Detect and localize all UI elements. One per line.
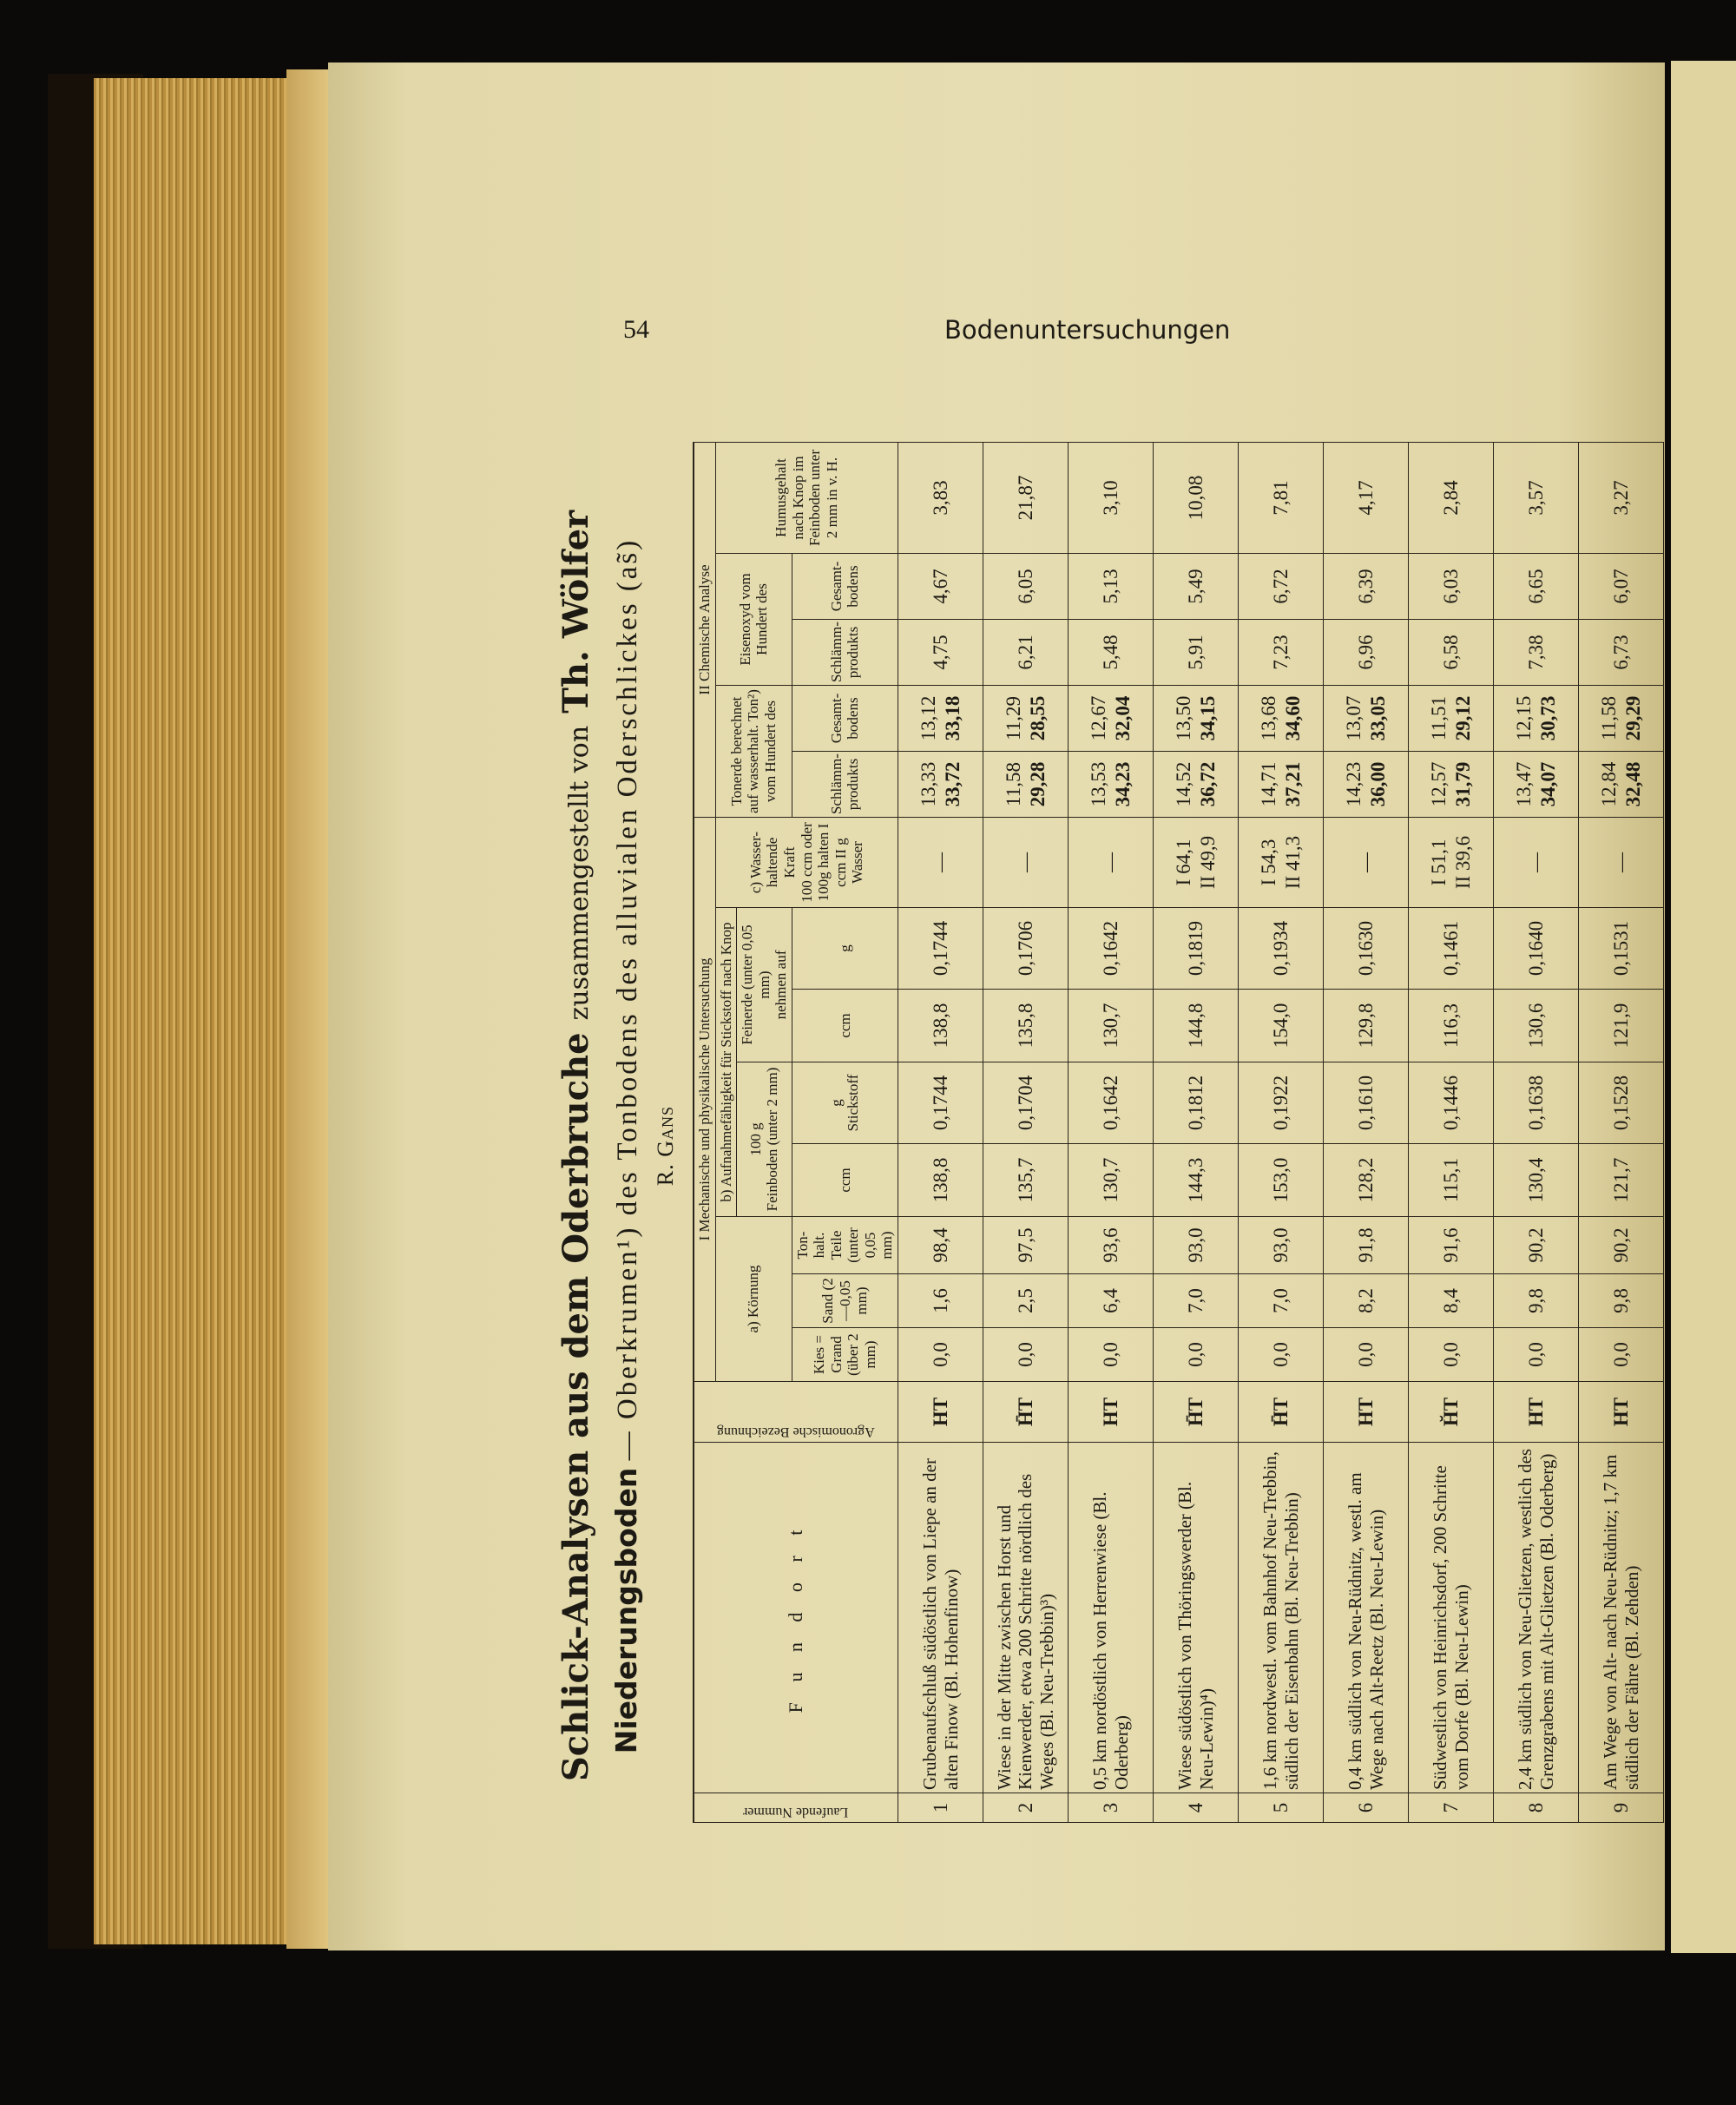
eisen-schlamm-cell: 6,58 bbox=[1409, 620, 1494, 686]
ton-cell: 98,4 bbox=[898, 1217, 983, 1274]
wasser-cell bbox=[898, 818, 983, 908]
agro-cell: H̄T bbox=[1239, 1382, 1324, 1443]
ton-cell: 97,5 bbox=[983, 1217, 1069, 1274]
feinerde-g-cell: 0,1461 bbox=[1409, 908, 1494, 990]
humus-cell: 3,27 bbox=[1579, 442, 1664, 553]
wasser-cell-top: — bbox=[1609, 852, 1632, 872]
tonerde-schlamm-cell bbox=[1409, 752, 1494, 818]
wasser-cell-top: — bbox=[1014, 852, 1036, 872]
sand-cell: 7,0 bbox=[1239, 1274, 1324, 1328]
head-feinboden: 100 g Feinboden (unter 2 mm) bbox=[737, 1062, 792, 1217]
kies-cell: 0,0 bbox=[1154, 1328, 1239, 1382]
tonerde-schlamm-cell-top: 14,23 bbox=[1342, 761, 1364, 807]
kies-cell: 0,0 bbox=[983, 1328, 1069, 1382]
sand-cell: 9,8 bbox=[1579, 1274, 1664, 1328]
eisen-schlamm-cell: 4,75 bbox=[898, 620, 983, 686]
feinerde-ccm-cell: 144,8 bbox=[1154, 990, 1239, 1062]
tonerde-schlamm-cell-bottom: 37,21 bbox=[1281, 761, 1304, 807]
tonerde-gesamt-cell-bottom: 33,05 bbox=[1366, 695, 1389, 741]
table-body bbox=[898, 442, 1664, 1822]
humus-cell: 3,83 bbox=[898, 442, 983, 553]
author-line: R. Gans bbox=[653, 1105, 678, 1187]
feinboden-ccm-cell: 135,7 bbox=[983, 1144, 1069, 1217]
agro-cell: HT bbox=[1069, 1382, 1154, 1443]
eisen-schlamm-cell: 6,73 bbox=[1579, 620, 1664, 686]
sand-cell: 1,6 bbox=[898, 1274, 983, 1328]
eisen-gesamt-cell: 6,72 bbox=[1239, 554, 1324, 620]
tonerde-schlamm-cell-top: 14,71 bbox=[1257, 761, 1279, 807]
feinboden-g-cell: 0,1704 bbox=[983, 1062, 1069, 1144]
wasser-cell bbox=[1494, 818, 1579, 908]
tonerde-schlamm-cell bbox=[1239, 752, 1324, 818]
feinboden-ccm-cell: 153,0 bbox=[1239, 1144, 1324, 1217]
kies-cell: 0,0 bbox=[1409, 1328, 1494, 1382]
wasser-cell-top: I 51,1 bbox=[1427, 839, 1450, 886]
tonerde-schlamm-cell-bottom: 31,79 bbox=[1451, 761, 1474, 807]
feinboden-ccm-cell: 128,2 bbox=[1324, 1144, 1409, 1217]
table-row bbox=[1154, 442, 1239, 1822]
tonerde-schlamm-cell-top: 13,33 bbox=[917, 761, 939, 807]
feinboden-ccm-cell: 130,4 bbox=[1494, 1144, 1579, 1217]
tonerde-schlamm-cell-bottom: 29,28 bbox=[1026, 761, 1049, 807]
tonerde-schlamm-cell-top: 13,47 bbox=[1512, 761, 1535, 807]
running-head: Bodenuntersuchungen bbox=[944, 315, 1231, 345]
sand-cell: 6,4 bbox=[1069, 1274, 1154, 1328]
feinerde-ccm-cell: 154,0 bbox=[1239, 990, 1324, 1062]
table-row bbox=[1324, 442, 1409, 1822]
head-eisenoxyd: Eisenoxyd vom Hundert des bbox=[715, 554, 792, 686]
fundort-cell: Am Wege von Alt- nach Neu-Rüdnitz; 1,7 km südlich der Fähre (Bl. Zehden) bbox=[1579, 1443, 1664, 1793]
feinboden-g-cell: 0,1812 bbox=[1154, 1062, 1239, 1144]
agro-cell: HT bbox=[1579, 1382, 1664, 1443]
row-number: 2 bbox=[983, 1793, 1069, 1823]
ton-cell: 93,0 bbox=[1239, 1217, 1324, 1274]
table-subtitle bbox=[609, 443, 644, 1849]
tonerde-gesamt-cell-bottom: 32,04 bbox=[1111, 695, 1134, 741]
title-bold: Schlick-Analysen aus dem Oderbruche bbox=[556, 1032, 596, 1782]
wasser-cell bbox=[1324, 818, 1409, 908]
tonerde-schlamm-cell-bottom: 34,23 bbox=[1111, 761, 1134, 807]
fundort-cell: Wiese in der Mitte zwischen Horst und Kienwerder, etwa 200 Schritte nördlich des Weges (Bl. Neu-Trebbin)³) bbox=[983, 1443, 1069, 1793]
table-row bbox=[1494, 442, 1579, 1822]
tonerde-schlamm-cell-bottom: 33,72 bbox=[941, 761, 963, 807]
fundort-cell: 1,6 km nordwestl. vom Bahnhof Neu-Trebbin, südlich der Eisenbahn (Bl. Neu-Trebbin) bbox=[1239, 1443, 1324, 1793]
head-tonerde: Tonerde berechnet auf wasserhalt. Ton²) vom Hundert des bbox=[715, 686, 792, 818]
tonerde-gesamt-cell bbox=[1069, 686, 1154, 752]
agro-cell: H̄T bbox=[1154, 1382, 1239, 1443]
feinerde-ccm-cell: 135,8 bbox=[983, 990, 1069, 1062]
tonerde-schlamm-cell-top: 13,53 bbox=[1087, 761, 1109, 807]
tonerde-schlamm-cell-bottom: 34,07 bbox=[1536, 761, 1559, 807]
tonerde-gesamt-cell bbox=[1154, 686, 1239, 752]
table-title bbox=[556, 443, 596, 1849]
wasser-cell-bottom: II 41,3 bbox=[1281, 835, 1304, 890]
kies-cell: 0,0 bbox=[1494, 1328, 1579, 1382]
sand-cell: 7,0 bbox=[1154, 1274, 1239, 1328]
head-eisen-schlamm: Schlämm-produkts bbox=[792, 620, 898, 686]
rotated-table-block bbox=[556, 443, 1644, 1849]
tonerde-gesamt-cell bbox=[983, 686, 1069, 752]
row-number: 4 bbox=[1154, 1793, 1239, 1823]
fundort-cell: 2,4 km südlich von Neu-Glietzen, westlich des Grenzgrabens mit Alt-Glietzen (Bl. Oderberg) bbox=[1494, 1443, 1579, 1793]
humus-cell: 3,57 bbox=[1494, 442, 1579, 553]
feinboden-ccm-cell: 130,7 bbox=[1069, 1144, 1154, 1217]
wasser-cell bbox=[1154, 818, 1239, 908]
tonerde-gesamt-cell-top: 12,67 bbox=[1087, 695, 1109, 741]
tonerde-schlamm-cell bbox=[1324, 752, 1409, 818]
tonerde-gesamt-cell bbox=[1324, 686, 1409, 752]
tonerde-gesamt-cell-bottom: 30,73 bbox=[1536, 695, 1559, 741]
head-ton: Ton-halt. Teile (unter 0,05 mm) bbox=[792, 1217, 898, 1274]
row-number: 8 bbox=[1494, 1793, 1579, 1823]
tonerde-schlamm-cell-top: 11,58 bbox=[1002, 762, 1024, 806]
eisen-gesamt-cell: 6,03 bbox=[1409, 554, 1494, 620]
eisen-gesamt-cell: 6,05 bbox=[983, 554, 1069, 620]
tonerde-gesamt-cell-bottom: 29,29 bbox=[1621, 695, 1644, 741]
tonerde-gesamt-cell bbox=[898, 686, 983, 752]
feinerde-ccm-cell: 130,7 bbox=[1069, 990, 1154, 1062]
row-number: 1 bbox=[898, 1793, 983, 1823]
feinboden-g-cell: 0,1922 bbox=[1239, 1062, 1324, 1144]
humus-cell: 4,17 bbox=[1324, 442, 1409, 553]
wasser-cell-bottom: II 39,6 bbox=[1451, 835, 1474, 890]
tonerde-schlamm-cell bbox=[1494, 752, 1579, 818]
section-chemische: II Chemische Analyse bbox=[694, 442, 715, 817]
sand-cell: 8,4 bbox=[1409, 1274, 1494, 1328]
tonerde-gesamt-cell-top: 13,12 bbox=[917, 695, 939, 741]
ton-cell: 93,6 bbox=[1069, 1217, 1154, 1274]
eisen-schlamm-cell: 6,96 bbox=[1324, 620, 1409, 686]
eisen-gesamt-cell: 5,49 bbox=[1154, 554, 1239, 620]
feinerde-g-cell: 0,1630 bbox=[1324, 908, 1409, 990]
row-number: 9 bbox=[1579, 1793, 1664, 1823]
wasser-cell-top: — bbox=[1524, 852, 1547, 872]
tonerde-gesamt-cell-top: 11,29 bbox=[1002, 696, 1024, 740]
row-number: 3 bbox=[1069, 1793, 1154, 1823]
head-fe-g: g bbox=[792, 908, 898, 990]
agro-cell: HT bbox=[1494, 1382, 1579, 1443]
feinerde-ccm-cell: 121,9 bbox=[1579, 990, 1664, 1062]
feinboden-g-cell: 0,1610 bbox=[1324, 1062, 1409, 1144]
kies-cell: 0,0 bbox=[1324, 1328, 1409, 1382]
head-fe-ccm: ccm bbox=[792, 990, 898, 1062]
agro-cell: H̄T bbox=[983, 1382, 1069, 1443]
agro-cell: HT bbox=[898, 1382, 983, 1443]
agro-cell: H̆T bbox=[1409, 1382, 1494, 1443]
table-row bbox=[983, 442, 1069, 1822]
sand-cell: 8,2 bbox=[1324, 1274, 1409, 1328]
ton-cell: 93,0 bbox=[1154, 1217, 1239, 1274]
feinboden-ccm-cell: 115,1 bbox=[1409, 1144, 1494, 1217]
feinboden-g-cell: 0,1446 bbox=[1409, 1062, 1494, 1144]
table-row bbox=[1409, 442, 1494, 1822]
humus-cell: 21,87 bbox=[983, 442, 1069, 553]
page-edges-inner bbox=[286, 69, 328, 1949]
tonerde-gesamt-cell-top: 13,68 bbox=[1257, 695, 1279, 741]
feinerde-g-cell: 0,1744 bbox=[898, 908, 983, 990]
subtitle-bold: Niederungsboden bbox=[609, 1467, 643, 1754]
feinboden-ccm-cell: 138,8 bbox=[898, 1144, 983, 1217]
humus-cell: 7,81 bbox=[1239, 442, 1324, 553]
tonerde-gesamt-cell-bottom: 29,12 bbox=[1451, 695, 1474, 741]
tonerde-schlamm-cell bbox=[898, 752, 983, 818]
table-row bbox=[1579, 442, 1664, 1822]
fundort-cell: Wiese südöstlich von Thöringswerder (Bl. Neu-Lewin)⁴) bbox=[1154, 1443, 1239, 1793]
feinerde-g-cell: 0,1934 bbox=[1239, 908, 1324, 990]
wasser-cell bbox=[1239, 818, 1324, 908]
eisen-schlamm-cell: 6,21 bbox=[983, 620, 1069, 686]
wasser-cell bbox=[1409, 818, 1494, 908]
row-number: 7 bbox=[1409, 1793, 1494, 1823]
tonerde-schlamm-cell bbox=[1579, 752, 1664, 818]
fundort-cell: Grubenaufschluß südöstlich von Liepe an der alten Finow (Bl. Hohenfinow) bbox=[898, 1443, 983, 1793]
ton-cell: 90,2 bbox=[1579, 1217, 1664, 1274]
feinboden-g-cell: 0,1528 bbox=[1579, 1062, 1664, 1144]
table-row bbox=[898, 442, 983, 1822]
eisen-gesamt-cell: 4,67 bbox=[898, 554, 983, 620]
feinerde-ccm-cell: 138,8 bbox=[898, 990, 983, 1062]
tonerde-gesamt-cell-top: 13,07 bbox=[1342, 695, 1364, 741]
title-name: Th. Wölfer bbox=[556, 510, 596, 714]
feinerde-g-cell: 0,1531 bbox=[1579, 908, 1664, 990]
agro-cell: HT bbox=[1324, 1382, 1409, 1443]
row-number: 6 bbox=[1324, 1793, 1409, 1823]
wasser-cell bbox=[1579, 818, 1664, 908]
page-number: 54 bbox=[623, 315, 649, 344]
tonerde-gesamt-cell-bottom: 28,55 bbox=[1026, 695, 1049, 741]
head-fb-g: g Stickstoff bbox=[792, 1062, 898, 1144]
wasser-cell-top: — bbox=[929, 852, 951, 872]
tonerde-schlamm-cell bbox=[1154, 752, 1239, 818]
tonerde-gesamt-cell-bottom: 33,18 bbox=[941, 695, 963, 741]
humus-cell: 2,84 bbox=[1409, 442, 1494, 553]
head-fb-ccm: ccm bbox=[792, 1144, 898, 1217]
feinerde-g-cell: 0,1642 bbox=[1069, 908, 1154, 990]
feinerde-ccm-cell: 130,6 bbox=[1494, 990, 1579, 1062]
tonerde-schlamm-cell bbox=[983, 752, 1069, 818]
tonerde-schlamm-cell-bottom: 36,00 bbox=[1366, 761, 1389, 807]
kies-cell: 0,0 bbox=[898, 1328, 983, 1382]
tonerde-gesamt-cell bbox=[1409, 686, 1494, 752]
fundort-cell: 0,5 km nordöstlich von Herrenwiese (Bl. Oderberg) bbox=[1069, 1443, 1154, 1793]
tonerde-schlamm-cell-top: 12,84 bbox=[1597, 761, 1620, 807]
eisen-gesamt-cell: 5,13 bbox=[1069, 554, 1154, 620]
humus-cell: 10,08 bbox=[1154, 442, 1239, 553]
wasser-cell bbox=[983, 818, 1069, 908]
facing-page-edge bbox=[1671, 61, 1736, 1953]
eisen-schlamm-cell: 5,48 bbox=[1069, 620, 1154, 686]
eisen-gesamt-cell: 6,39 bbox=[1324, 554, 1409, 620]
analysis-table bbox=[693, 442, 1664, 1823]
feinerde-ccm-cell: 129,8 bbox=[1324, 990, 1409, 1062]
title-plain: zusammengestellt von bbox=[564, 725, 595, 1021]
tonerde-schlamm-cell-top: 12,57 bbox=[1427, 761, 1450, 807]
eisen-schlamm-cell: 5,91 bbox=[1154, 620, 1239, 686]
tonerde-schlamm-cell-bottom: 32,48 bbox=[1621, 761, 1644, 807]
feinboden-ccm-cell: 144,3 bbox=[1154, 1144, 1239, 1217]
kies-cell: 0,0 bbox=[1579, 1328, 1664, 1382]
tonerde-gesamt-cell bbox=[1494, 686, 1579, 752]
eisen-gesamt-cell: 6,07 bbox=[1579, 554, 1664, 620]
ton-cell: 91,6 bbox=[1409, 1217, 1494, 1274]
eisen-schlamm-cell: 7,23 bbox=[1239, 620, 1324, 686]
feinboden-ccm-cell: 121,7 bbox=[1579, 1144, 1664, 1217]
row-number: 5 bbox=[1239, 1793, 1324, 1823]
table-row bbox=[1069, 442, 1154, 1822]
col-laufende: Laufende Nummer bbox=[694, 1793, 898, 1823]
table-row bbox=[1239, 442, 1324, 1822]
head-feinerde: Feinerde (unter 0,05 mm) nehmen auf bbox=[737, 908, 792, 1062]
tonerde-gesamt-cell-top: 11,58 bbox=[1597, 696, 1620, 740]
feinerde-g-cell: 0,1706 bbox=[983, 908, 1069, 990]
subtitle-rest: — Oberkrumen¹) des Tonbodens des alluvialen Oderschlickes (as̃) bbox=[612, 537, 643, 1461]
sand-cell: 9,8 bbox=[1494, 1274, 1579, 1328]
head-aufnahme: b) Aufnahmefähigkeit für Stickstoff nach Knop bbox=[715, 908, 737, 1217]
wasser-cell-top: I 64,1 bbox=[1172, 839, 1194, 886]
head-tonerde-gesamt: Gesamt-bodens bbox=[792, 686, 898, 752]
feinerde-ccm-cell: 116,3 bbox=[1409, 990, 1494, 1062]
kies-cell: 0,0 bbox=[1069, 1328, 1154, 1382]
wasser-cell-top: — bbox=[1354, 852, 1377, 872]
fundort-cell: 0,4 km südlich von Neu-Rüdnitz, westl. am Wege nach Alt-Reetz (Bl. Neu-Lewin) bbox=[1324, 1443, 1409, 1793]
head-humus: Humusgehalt nach Knop im Feinboden unter 2 mm in v. H. bbox=[715, 442, 898, 553]
eisen-schlamm-cell: 7,38 bbox=[1494, 620, 1579, 686]
wasser-cell bbox=[1069, 818, 1154, 908]
tonerde-schlamm-cell-top: 14,52 bbox=[1172, 761, 1194, 807]
eisen-gesamt-cell: 6,65 bbox=[1494, 554, 1579, 620]
ton-cell: 90,2 bbox=[1494, 1217, 1579, 1274]
section-mechanische: I Mechanische und physikalische Untersuchung bbox=[694, 818, 715, 1382]
humus-cell: 3,10 bbox=[1069, 442, 1154, 553]
tonerde-gesamt-cell bbox=[1579, 686, 1664, 752]
head-sand: Sand (2—0,05 mm) bbox=[792, 1274, 898, 1328]
feinboden-g-cell: 0,1642 bbox=[1069, 1062, 1154, 1144]
tonerde-gesamt-cell-top: 13,50 bbox=[1172, 695, 1194, 741]
tonerde-gesamt-cell-bottom: 34,60 bbox=[1281, 695, 1304, 741]
feinerde-g-cell: 0,1640 bbox=[1494, 908, 1579, 990]
head-kies: Kies = Grand (über 2 mm) bbox=[792, 1328, 898, 1382]
head-wasser: c) Wasser-haltende Kraft 100 ccm oder 100g halten I ccm II g Wasser bbox=[715, 818, 898, 908]
fundort-cell: Südwestlich von Heinrichsdorf, 200 Schritte vom Dorfe (Bl. Neu-Lewin) bbox=[1409, 1443, 1494, 1793]
sand-cell: 2,5 bbox=[983, 1274, 1069, 1328]
feinboden-g-cell: 0,1638 bbox=[1494, 1062, 1579, 1144]
wasser-cell-top: I 54,3 bbox=[1257, 839, 1279, 886]
head-eisen-gesamt: Gesamt-bodens bbox=[792, 554, 898, 620]
head-tonerde-schlamm: Schlämm-produkts bbox=[792, 752, 898, 818]
feinerde-g-cell: 0,1819 bbox=[1154, 908, 1239, 990]
tonerde-gesamt-cell-top: 11,51 bbox=[1427, 696, 1450, 740]
kies-cell: 0,0 bbox=[1239, 1328, 1324, 1382]
wasser-cell-bottom: II 49,9 bbox=[1196, 835, 1219, 890]
tonerde-schlamm-cell bbox=[1069, 752, 1154, 818]
tonerde-gesamt-cell-bottom: 34,15 bbox=[1196, 695, 1219, 741]
col-agro: Agronomische Bezeichnung bbox=[694, 1382, 898, 1443]
wasser-cell-top: — bbox=[1099, 852, 1121, 872]
ton-cell: 91,8 bbox=[1324, 1217, 1409, 1274]
head-koernung: a) Körnung bbox=[715, 1217, 792, 1382]
tonerde-gesamt-cell bbox=[1239, 686, 1324, 752]
col-fundort: F u n d o r t bbox=[694, 1443, 898, 1793]
feinboden-g-cell: 0,1744 bbox=[898, 1062, 983, 1144]
tonerde-gesamt-cell-top: 12,15 bbox=[1512, 695, 1535, 741]
tonerde-schlamm-cell-bottom: 36,72 bbox=[1196, 761, 1219, 807]
